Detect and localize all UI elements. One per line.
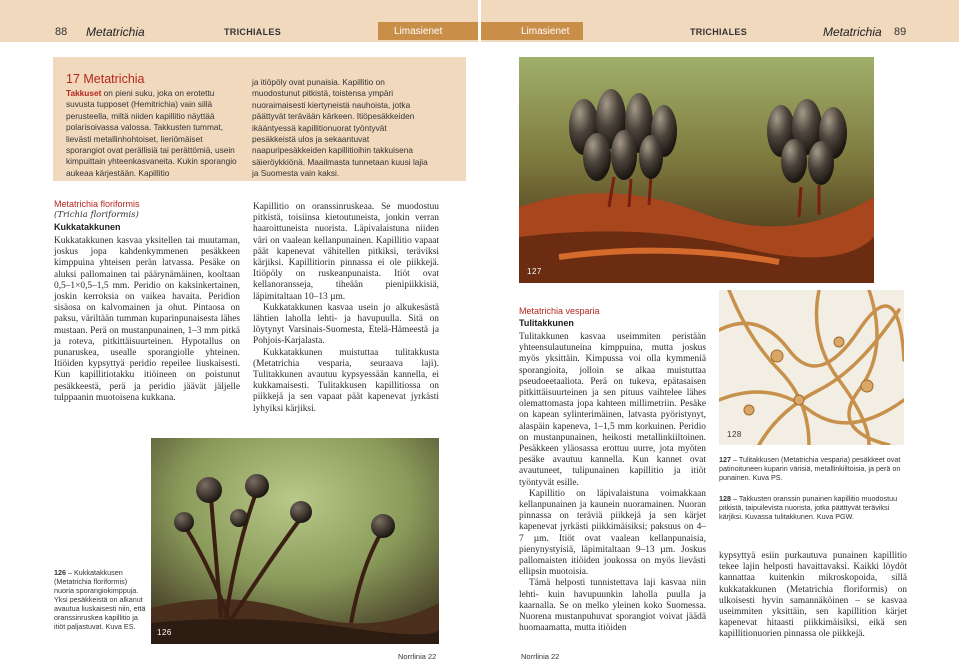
photo-126-label: 126 <box>157 628 172 637</box>
caption-126-text: – Kukkatakkusen (Metatrichia floriformis) nuoria sporangiokimppuja. Yksi pesäkkeistä on alkanut avautua liuskaisesti niin, että oranssinruskea kapillitio ja itiöt paljastuvat. Kuva ES. <box>54 568 146 631</box>
genus-text-col2: ja itiöpöly ovat punaisia. Kapillitio on muodostunut pitkistä, toistensa ympäri nuoraimaisesti kiertyneistä nauhoista, jotka päättyvät terävään kärkeen. Itiöpesäkkeiden ikääntyessä kapillitionuorat työntyvät pesäkkeistä ulos ja sekaantuvat naapuripesäkkeiden kapillitioihin takkuisena säieröykkiönä. Maailmasta tunnetaan kuusi lajia ja Suomesta vain kaksi. <box>252 77 428 179</box>
species2-paragraph-continued: kypsyttyä esiin purkautuva punainen kapillitio tekee lajin helposti havaittavaksi. Kaikki löydöt kannattaa kuitenkin mikroskopoida, sillä kukkatakkunen (Metatrichia floriformis) on ulkoisesti hyvin samannäköinen – se kasvaa useimmiten yksittäin, sen kapillition kärjet kapenevat hitaasti piikkimäisiksi, eikä sen kapillitionuorien pinnassa ole piikkejä. <box>719 551 907 640</box>
caption-128 <box>719 494 909 521</box>
caption-126-number: 126 <box>54 568 66 577</box>
species2-common-name: Tulitakkunen <box>519 318 574 328</box>
page-number-right: 89 <box>894 26 907 38</box>
species1-common-name: Kukkatakkunen <box>54 222 121 232</box>
species1-paragraph-comparison: Kukkatakkunen muistuttaa tulitakkusta (Metatrichia vesparia, seuraava laji). Tulitakkunen avautuu kypsyessään kannella, ei kukkamaisesti. Tulitakkusen kapillitiossa on piikkejä ja sen vapaat päät kapenevat jyrkästi lyhyiksi kärjiksi. <box>253 347 439 414</box>
species1-paragraph: Kukkatakkunen kasvaa yksitellen tai muutaman, joskus jopa kahdenkymmenen pesäkkeen kimppuina yhteisen perän latvassa. Pesäke on aluksi pallomainen tai päärynämäinen, kooltaan 0,5–1×0,5–1,5 mm. Peridio on kaksinkertainen, joskin kerroksia on vaikea havaita. Peridion sisäosa on kalvomainen ja ohut. Pintaosa on paksu, väriltään tumman kuparinpunaisesta lähes mustaan. Perä on mustanpunainen, 1–3 mm pitkä ja roteva, pitkittäisuurteinen. Hypotallus on punaruskea, usealle sporangiolle yhteinen. Itiöiden kypsyttyä peridio repeilee liuskaisesti. Kun kapillitiotakku itiöineen on poistunut pesäkkeestä, perä ja peridio jäävät jäljelle tulppaanin muotoisena kukkana. <box>54 236 240 403</box>
genus-lead-word: Takkuset <box>66 88 102 98</box>
species2-paragraph-habitat: Tämä helposti tunnistettava laji kasvaa niin lehti- kuin havupuunkin laholla puulla ja kaarnalla. Se on melko yleinen koko Suomessa. Nuorena mustanpuhuvat sporangiot voivat jäädä huomaamatta, mutta itiöiden <box>519 578 706 634</box>
species2-text-col <box>519 332 706 634</box>
genus-text-col1 <box>66 88 242 179</box>
genus-title: 17 Metatrichia <box>66 72 145 86</box>
photo-127-image <box>519 57 874 283</box>
page-number-left: 88 <box>55 26 68 38</box>
species1-paragraph-habitat: Kukkatakkunen kasvaa usein jo alkukesästä lähtien laholla lehti- ja havupuulla. Sitä on löytynyt Varsinais-Suomesta, Etelä-Hämeestä ja Pohjois-Karjalasta. <box>253 302 439 347</box>
caption-126 <box>54 568 146 631</box>
species1-text-col1 <box>54 236 240 404</box>
photo-126 <box>151 438 439 644</box>
species2-text-col-continued <box>719 551 907 641</box>
caption-128-text: – Takkusten oranssin punainen kapillitio muodostuu pitkistä, taipuilevista nuorista, jotka päättyvät teräviksi kärjiksi. Kuvassa tulitakkunen. Kuva PGW. <box>719 494 898 521</box>
species2-paragraph-description: Tulitakkunen kasvaa useimmiten peristään yhteensulautuneina kimppuina, mutta joskus myös yksittäin. Kimpussa voi olla kymmeniä sporangioita, jolloin se alkaa muistuttaa pseudoeetaaliota. Perä on tukeva, epätasaisen pitkittäisuurteinen ja sen pituus vaihtelee lähes olemattomasta jopa kahteen millimetriin. Pesäke on kapean sylinterimäinen, latvasta pyöristynyt, alaspäin kapeneva, 1–1,5 mm korkuinen. Peridio on mustanpunainen, heikosti metallinkiiltoinen. Pesäkkeen yläosassa erottuu uurre, jota myöten pesäke avautuu kannella. Kun kannet ovat avautuneet, tulipunainen kapillitio ja itiöt työntyvät esille. <box>519 332 706 488</box>
species1-synonym: (Trichia floriformis) <box>54 210 139 220</box>
photo-127-label: 127 <box>527 267 542 276</box>
caption-127-number: 127 <box>719 455 731 464</box>
running-genus-right: Metatrichia <box>823 25 882 39</box>
species2-title: Metatrichia vesparia <box>519 306 600 316</box>
caption-127-text: – Tulitakkusen (Metatrichia vesparia) pesäkkeet ovat patinoituneen kuparin värisiä, metallinkiiltoisia, ja perä on punainen. Kuva PS. <box>719 455 901 482</box>
running-order-left: TRICHIALES <box>224 27 281 37</box>
photo-128 <box>719 290 904 445</box>
photo-128-image <box>719 290 904 445</box>
caption-127 <box>719 455 909 482</box>
running-section-left: Limasienet <box>394 26 443 37</box>
running-genus-left: Metatrichia <box>86 25 145 39</box>
caption-128-number: 128 <box>719 494 731 503</box>
running-section-right: Limasienet <box>521 26 570 37</box>
running-order-right: TRICHIALES <box>690 27 747 37</box>
species1-text-col2 <box>253 202 439 415</box>
genus-text-col1-body: on pieni suku, joka on erotettu suvusta tupposet (Hemitrichia) vain sillä perusteella, miltä niiden kapillitio näyttää polarisoivassa valossa. Takkusten tummat, lievästi metallinhohtoiset, lieriömäiset sporangiot ovat perällisiä tai perättömiä, usein kimpuittain yhteenkasvaneita. Kukin sporangio aukeaa kärjestään. Kapillitio <box>66 88 237 178</box>
photo-127 <box>519 57 874 283</box>
footer-right: Norrlinia 22 <box>521 652 560 661</box>
species2-paragraph-capillitium: Kapillitio on läpivalaistuna voimakkaan kellanpunainen ja kaunein nuoramainen. Nuoran pinnassa on teräviä piikkejä ja sen kärjet kapenevat jyrkästi piikkimäisiksi; paksuus on 4–7 µm. Itiöt ovat vaalean kellanpunaisia, pienynystyisiä, läpimitaltaan 9–13 µm. Joskus pallomaisten itiöiden joukossa on myös lievästi ellipsin muotoisia. <box>519 488 706 578</box>
footer-left: Norrlinia 22 <box>398 652 437 661</box>
photo-128-label: 128 <box>727 430 742 439</box>
species1-paragraph-capillitium: Kapillitio on oranssinruskeaa. Se muodostuu pitkistä, toisiinsa kietoutuneista, jonkin verran haaroittuneista nuorista. Läpivalaistuna niiden väri on vaalean kellanpunainen. Kapillitio vapaat päät kapenevat vähitellen pitkiksi, teräviksi kärjiksi. Kapillitiorin pinnassa ei ole piikkejä. Itiöpöly on ruskeanpunaista. Itiöt ovat kellanoransseja, tiheään pienipiikkisiä, läpimitaltaan 10–13 µm. <box>253 202 439 302</box>
photo-126-image <box>151 438 439 644</box>
species1-title: Metatrichia floriformis <box>54 199 140 209</box>
